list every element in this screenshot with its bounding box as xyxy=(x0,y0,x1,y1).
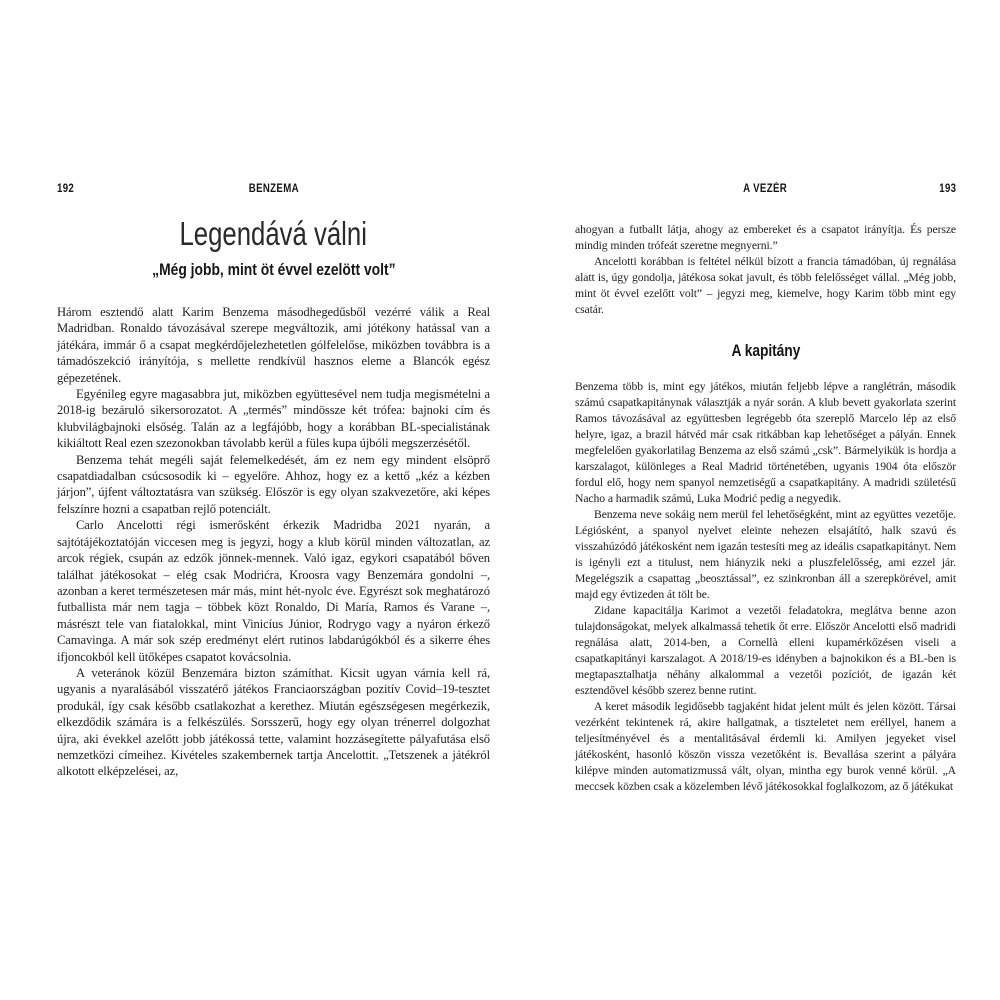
paragraph: A veteránok közül Benzemára bizton számíthat. Kicsit ugyan várnia kell rá, ugyanis a nyaralásából visszatérő játékos Franciaországban pozitív Covid–19-tesztet produkál, így csak később csatlakozhat a kerethez. Miután egészségesen megérkezik, elkezdődik számára is a felkészülés. Sorsszerű, hogy egy olyan trénerrel dolgozhat újra, aki évekkel azelőtt jobb játékossá tette, valamint hozzásegítette pályafutása első nemzetközi címeihez. Kivételes szakembernek tartja Ancelottit. „Tetszenek a játékról alkotott elképzelései, az, xyxy=(57,665,490,779)
section-heading: A kapitány xyxy=(731,342,800,360)
paragraph: Carlo Ancelotti régi ismerősként érkezik Madridba 2021 nyarán, a sajtótájékoztatóján viccesen meg is jegyzi, hogy a klub körül minden változatlan, az arcok régiek, csupán az edzők jönnek-mennek. Való igaz, egykori csapatából bőven találhat játékosokat – elég csak Modrićra, Kroosra vagy Benzemára gondolni –, azonban a keret természetesen már más, mint hét-nyolc éve. Egyrészt sok meghatározó futballista már nem tagja – többek közt Ronaldo, Di María, Ramos és Varane –, másrészt tele van fiatalokkal, mint Vinicíus Júnior, Rodrygo vagy a nyáron érkező Camavinga. A már sok szép eredményt elért rutinos labdarúgókból és a sikerre éhes ifjoncokból kell ütőképes csapatot kovácsolnia. xyxy=(57,518,490,664)
paragraph: Három esztendő alatt Karim Benzema másodhegedűsből vezérré válik a Real Madridban. Ronaldo távozásával szerepe megváltozik, ami jótékony hatással van a játékára, immár ő a csapat megkérdőjelezhetetlen gólfelelőse, miközben továbbra is a támadószekció irányítója, s mellette rendkívül hasznos eleme a Blancók egész gépezetének. xyxy=(57,305,490,385)
right-running-head xyxy=(575,182,956,196)
right-body-text xyxy=(575,222,956,795)
paragraph: A keret második legidősebb tagjaként hidat jelent múlt és jelen között. Társai vezérként tekintenek rá, akire hallgatnak, a tiszteletet nem eréllyel, hanem a teljesítményével és a mentalitásával érdemli ki. Amilyen jegyeket visel játékosként, hasonló köszön vissza vezetőként is. Bevallása szerint a pályára kilépve minden automatizmussá vált, olyan, mintha egy burok venné körül. „A meccsek közben csak a közelemben lévő játékosokkal foglalkozom, az ő játékukat xyxy=(575,700,956,793)
paragraph: Ancelotti korábban is feltétel nélkül bízott a francia támadóban, új regnálása alatt is, úgy gondolja, játékosa sokat javult, és több felelősséget vállal. „Még jobb, mint öt évvel ezelőtt volt” – jegyzi meg, kiemelve, hogy Karim több mint egy csatár. xyxy=(575,255,956,316)
paragraph: Egyénileg egyre magasabbra jut, miközben együttesével nem tudja megismételni a 2018-ig bezáruló sikersorozatot. A „termés” mindössze két trófea: bajnoki cím és klubvilágbajnoki elsőség. Talán az a legfájóbb, hogy a korábban BL-specialistának kikiáltott Real ezen szezonokban távolabb kerül a füles kupa újbóli megszerzésétől. xyxy=(57,387,490,451)
left-running-head xyxy=(57,182,490,196)
paragraph: Benzema több is, mint egy játékos, miután feljebb lépve a ranglétrán, második számú csapatkapitánynak választják a nyár során. A klub bevett gyakorlata szerint Ramos távozásával az együttesben legrégebb óta szereplő Marcelo lép az első helyre, igaz, a brazil hátvéd már csak ritkábban kap lehetőséget a pályán. Ennek megfelelően gyakorlatilag Benzema az első számú „csk”. Bármelyikük is hordja a karszalagot, különleges a Real Madrid történetében, ugyanis 1904 óta először fordul elő, hogy nem spanyol nemzetiségű a csapatkapitány. A madridi születésű Nacho a harmadik számú, Luka Modrić pedig a negyedik. xyxy=(575,380,956,505)
paragraph: Benzema neve sokáig nem merül fel lehetőségként, mint az együttes vezetője. Légiósként, a spanyol nyelvet eleinte nehezen elsajátító, halk szavú és visszahúzódó játékosként nem igazán testesíti meg az ideális csapatkapitányt. Nem is igényli ezt a titulust, nem hiányzik neki a pluszfelelősség, ami ezzel jár. Megelégszik a csapattag „beosztással”, ez szinkronban áll a szerepkörével, amit majd egy évtizeden át tölt be. xyxy=(575,508,956,601)
right-page-number: 193 xyxy=(938,183,956,195)
page-right xyxy=(575,182,956,795)
page-left xyxy=(57,182,490,780)
chapter-title: Legendává válni xyxy=(179,215,368,252)
chapter-subtitle: „Még jobb, mint öt évvel ezelött volt” xyxy=(151,261,396,279)
right-running-title: A VEZÉR xyxy=(743,183,788,195)
paragraph: ahogyan a futballt látja, ahogy az embereket és a csapatot irányítja. És persze mindig minden trófeát szeretne megnyerni.” xyxy=(575,223,956,252)
left-running-title: BENZEMA xyxy=(248,183,299,195)
left-body-text xyxy=(57,304,490,780)
paragraph: Zidane kapacitálja Karimot a vezetői feladatokra, meglátva benne azon tulajdonságokat, melyek alkalmassá tehetik őt erre. Először Ancelotti első madridi regnálása alatt, 2014-ben, a Cornellà elleni kupamérkőzésen viseli a csapatkapitányi karszalagot. A 2018/19-es idényben a bajnokikon és a BL-ben is megtapasztalhatja néhány alkalommal a vezetői pozíciót, de igazán két esztendővel később szerez benne rutint. xyxy=(575,604,956,697)
left-page-number: 192 xyxy=(57,183,75,195)
paragraph: Benzema tehát megéli saját felemelkedését, ám ez nem egy mindent elsöprő csapatdiadalban csúcsosodik ki – egyelőre. Ahhoz, hogy ez a kettő „kéz a kézben járjon”, újfent változtatásra van szükség. Először is egy olyan szakvezetőre, aki képes felszínre hozni a csapatban rejlő potenciált. xyxy=(57,452,490,516)
